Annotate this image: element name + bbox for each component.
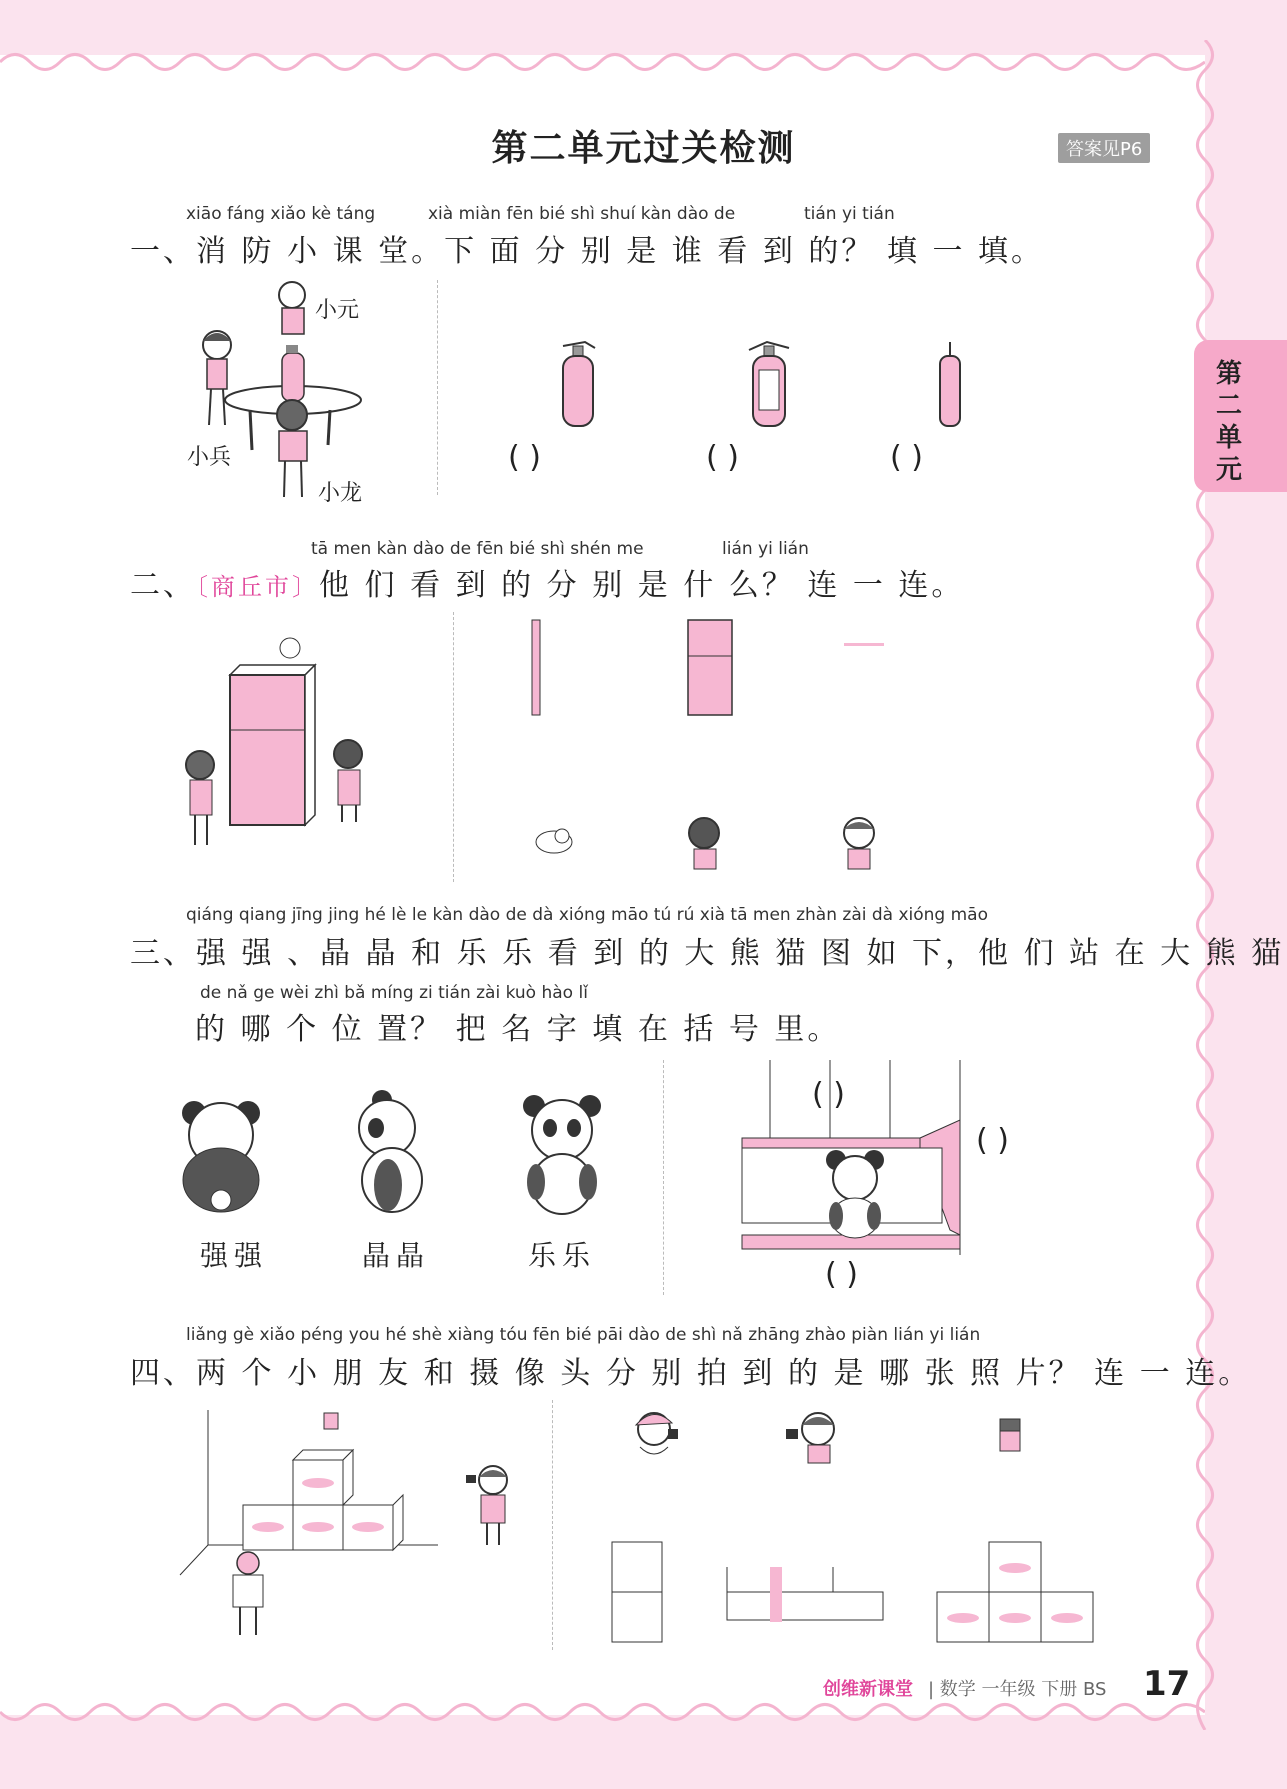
q2-question	[130, 560, 964, 604]
panda-back-view-image	[176, 1095, 266, 1215]
photo-side-box-image	[610, 1540, 666, 1645]
q2-fridge-scene-illustration	[180, 630, 380, 860]
panda-front-view-image	[522, 1092, 602, 1217]
extinguisher-side-image	[935, 340, 965, 430]
q4-boxes-scene-illustration	[178, 1405, 518, 1645]
unit-side-tab-label: 第二单元	[1216, 359, 1243, 485]
q3-answer-blank-right[interactable]: ( )	[976, 1123, 1009, 1158]
q1-name-xiaoyuan: 小元	[315, 298, 360, 323]
cat-image	[532, 822, 578, 858]
q1-pinyin-a: xiāo fáng xiǎo kè táng	[186, 204, 376, 224]
extinguisher-back-image	[745, 340, 795, 430]
q3-question-line2: 的 哪 个 位 置？ 把 名 字 填 在 括 号 里。	[195, 1012, 841, 1047]
q1-pinyin-c: tián yi tián	[804, 204, 895, 224]
security-camera-image	[997, 1416, 1023, 1454]
q1-question: 一、消 防 小 课 堂。下 面 分 别 是 谁 看 到 的？ 填 一 填。	[130, 234, 1045, 269]
q2-text: 他 们 看 到 的 分 别 是 什 么？ 连 一 连。	[319, 568, 965, 603]
q2-city-tag: 〔商丘市〕	[196, 573, 319, 601]
q2-divider	[453, 612, 454, 882]
q1-answer-blank-3[interactable]: ( )	[890, 440, 923, 475]
child-side-image	[684, 815, 724, 871]
page-number: 17	[1143, 1664, 1191, 1704]
q2-pinyin-a: tā men kàn dào de fēn bié shì shén me	[311, 539, 644, 559]
top-wave-border	[0, 42, 1205, 72]
q1-answer-blank-1[interactable]: ( )	[508, 440, 541, 475]
q1-name-xiaobing: 小兵	[187, 445, 232, 470]
q1-answer-blank-2[interactable]: ( )	[706, 440, 739, 475]
page-title: 第二单元过关检测	[491, 128, 796, 169]
q3-pinyin-line2: de nǎ ge wèi zhì bǎ míng zi tián zài kuò hào lǐ	[200, 983, 588, 1003]
q4-divider	[552, 1400, 553, 1650]
fridge-front-view-image	[686, 618, 736, 718]
footer-info: | 数学 一年级 下册 BS	[928, 1679, 1107, 1700]
extinguisher-front-image	[555, 340, 605, 430]
photo-front-boxes-image	[935, 1540, 1095, 1645]
q3-name-jingjing: 晶晶	[362, 1239, 431, 1272]
q4-pinyin: liǎng gè xiǎo péng you hé shè xiàng tóu fēn bié pāi dào de shì nǎ zhāng zhào piàn lián yi lián	[186, 1325, 981, 1345]
q1-pinyin-b: xià miàn fēn bié shì shuí kàn dào de	[428, 204, 736, 224]
panda-enclosure-diagram	[740, 1060, 965, 1255]
q1-name-xiaolong: 小龙	[318, 481, 363, 506]
q4-question: 四、两 个 小 朋 友 和 摄 像 头 分 别 拍 到 的 是 哪 张 照 片？ 连 一 连。	[130, 1356, 1252, 1391]
child-front-image	[838, 815, 880, 871]
q3-name-qiangqiang: 强强	[200, 1239, 269, 1272]
child-with-cap-photographer-image	[626, 1403, 681, 1465]
right-wave-border	[1195, 40, 1225, 1730]
child-with-camera-image	[782, 1403, 842, 1465]
panda-side-view-image	[352, 1090, 432, 1215]
photo-top-boxes-image	[725, 1565, 885, 1625]
q2-prefix: 二、	[130, 568, 196, 603]
fridge-top-view-image	[842, 640, 887, 650]
q3-pinyin-line1: qiáng qiang jīng jing hé lè le kàn dào de dà xióng māo tú rú xià tā men zhàn zài dà xióng māo	[186, 905, 989, 925]
footer-brand: 创维新课堂	[823, 1679, 913, 1700]
bottom-wave-border	[0, 1702, 1205, 1732]
q1-divider	[437, 280, 438, 495]
fridge-side-view-image	[530, 618, 544, 718]
q3-divider	[663, 1060, 664, 1295]
q3-question-line1: 三、强 强 、晶 晶 和 乐 乐 看 到 的 大 熊 猫 图 如 下，他 们 站 在 大 熊 猫	[130, 936, 1285, 971]
q2-pinyin-b: lián yi lián	[722, 539, 809, 559]
answer-reference-badge: 答案见P6	[1058, 133, 1150, 163]
unit-side-tab	[1194, 340, 1287, 492]
q3-answer-blank-bottom[interactable]: ( )	[825, 1257, 858, 1292]
q3-name-lele: 乐乐	[528, 1239, 597, 1272]
q3-answer-blank-top[interactable]: ( )	[812, 1077, 845, 1112]
